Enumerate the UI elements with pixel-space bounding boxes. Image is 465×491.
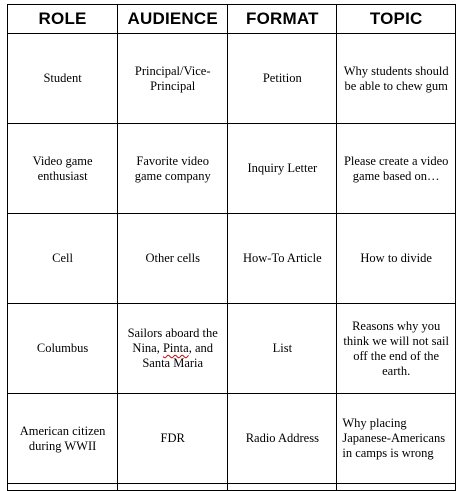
audience-text-suffix: , and Santa Maria <box>142 341 213 370</box>
header-audience: AUDIENCE <box>118 5 228 34</box>
header-topic: TOPIC <box>337 5 456 34</box>
topic-cell: Please create a video game based on… <box>337 124 456 214</box>
audience-cell: Favorite video game company <box>118 124 228 214</box>
role-cell: Columbus <box>8 304 118 394</box>
header-row <box>8 5 456 34</box>
table-row <box>8 34 456 124</box>
empty-cell <box>337 484 456 491</box>
format-cell: Petition <box>228 34 337 124</box>
table-row <box>8 124 456 214</box>
topic-cell: Reasons why you think we will not sail off the end of the earth. <box>337 304 456 394</box>
table-row-partial <box>8 484 456 491</box>
audience-cell <box>118 304 228 394</box>
table-row <box>8 304 456 394</box>
topic-cell: Why placing Japanese-Americans in camps is wrong <box>337 394 456 484</box>
role-cell: Student <box>8 34 118 124</box>
empty-cell <box>8 484 118 491</box>
format-cell: List <box>228 304 337 394</box>
format-cell: How-To Article <box>228 214 337 304</box>
format-cell: Radio Address <box>228 394 337 484</box>
header-format: FORMAT <box>228 5 337 34</box>
table-row <box>8 214 456 304</box>
empty-cell <box>228 484 337 491</box>
audience-cell: Other cells <box>118 214 228 304</box>
audience-cell: FDR <box>118 394 228 484</box>
empty-cell <box>118 484 228 491</box>
header-role: ROLE <box>8 5 118 34</box>
role-cell: American citizen during WWII <box>8 394 118 484</box>
audience-text-prefix: Sailors aboard the Nina, <box>127 326 218 355</box>
spellcheck-flagged-word[interactable]: Pinta <box>162 341 189 355</box>
audience-cell: Principal/Vice-Principal <box>118 34 228 124</box>
format-cell: Inquiry Letter <box>228 124 337 214</box>
raft-table <box>7 4 456 491</box>
table-row <box>8 394 456 484</box>
topic-cell: How to divide <box>337 214 456 304</box>
role-cell: Cell <box>8 214 118 304</box>
role-cell: Video game enthusiast <box>8 124 118 214</box>
topic-cell: Why students should be able to chew gum <box>337 34 456 124</box>
